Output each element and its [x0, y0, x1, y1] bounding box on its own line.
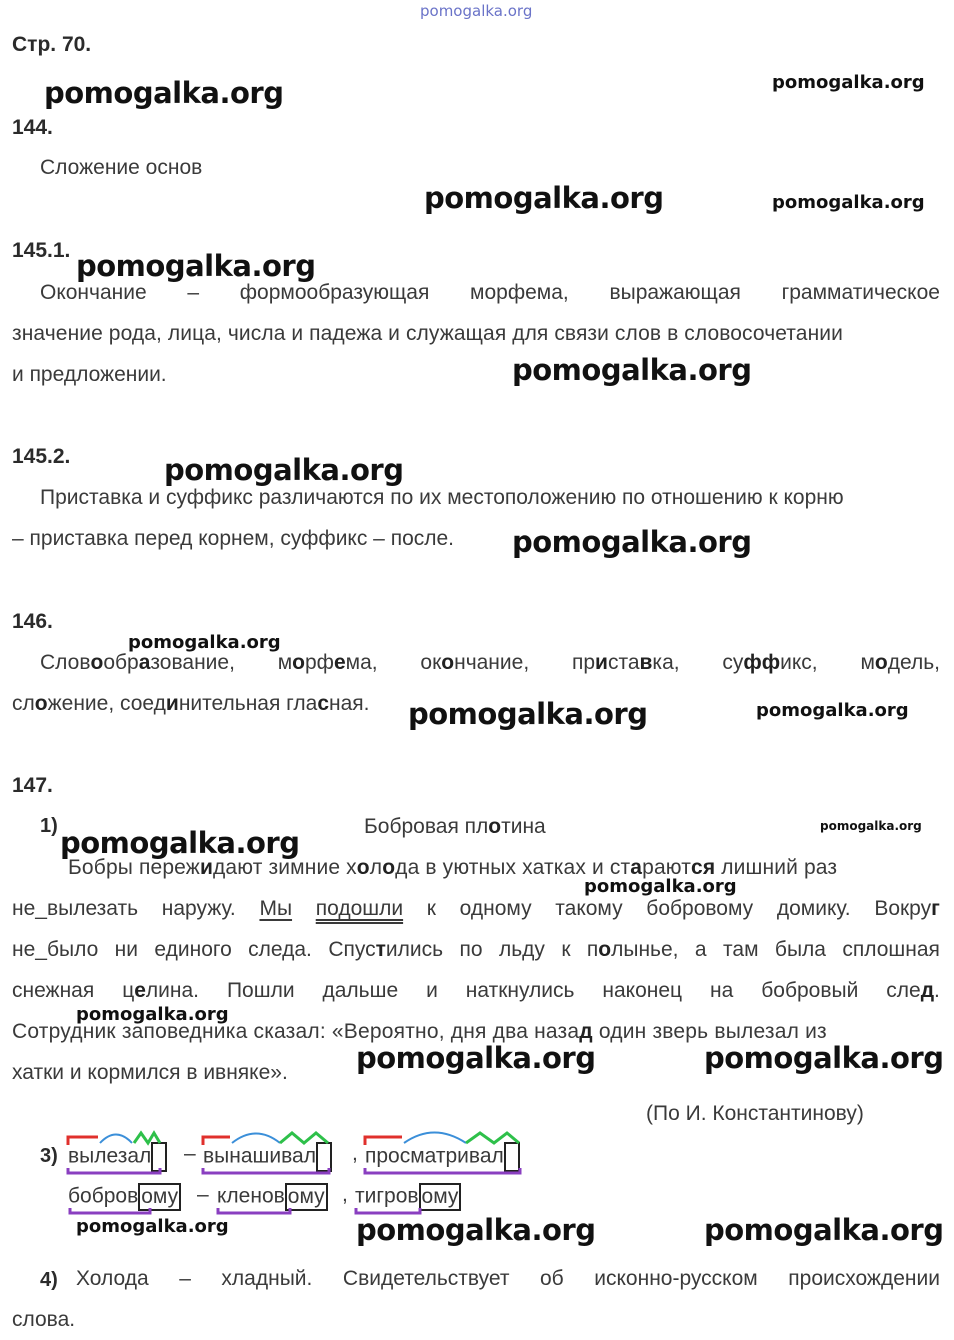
answer-line: сложение, соединительная гласная. — [12, 692, 370, 715]
watermark: pomogalka.org — [408, 697, 648, 731]
text-line: Сотрудник заповедника сказал: «Вероятно, дня два назад один зверь вылезал из — [12, 1020, 827, 1043]
ending-box: ому — [138, 1183, 181, 1211]
comma: , — [342, 1183, 348, 1206]
watermark: pomogalka.org — [60, 826, 300, 860]
page-header: Стр. 70. — [12, 33, 92, 56]
answer-line: слова. — [12, 1308, 76, 1331]
watermark: pomogalka.org — [512, 525, 752, 559]
watermark: pomogalka.org — [772, 72, 925, 93]
text-title: Бобровая плотина — [364, 815, 546, 838]
answer-line: Словообразование, морфема, окончание, приставка, суффикс, модель, — [40, 651, 940, 674]
suffix-mark — [134, 1133, 160, 1143]
task-number: 145.1. — [12, 239, 71, 262]
root-arc — [404, 1133, 466, 1144]
watermark: pomogalka.org — [704, 1213, 944, 1247]
suffix-mark — [466, 1133, 519, 1143]
part-label: 3) — [40, 1145, 58, 1167]
prefix-mark — [203, 1137, 230, 1145]
stem-bracket — [203, 1168, 329, 1173]
word-parse: вылезал — [68, 1142, 167, 1172]
text-line: не_было ни единого следа. Спустились по льду к полынье, а там была сплошная — [12, 938, 940, 961]
comma: , — [352, 1142, 358, 1165]
watermark: pomogalka.org — [76, 1216, 229, 1237]
part-label: 1) — [40, 815, 58, 837]
ending-box: ому — [419, 1183, 462, 1211]
watermark: pomogalka.org — [128, 632, 281, 653]
watermark: pomogalka.org — [512, 353, 752, 387]
word-parse: вынашивал — [203, 1142, 332, 1172]
stem-bracket — [68, 1168, 160, 1173]
dash: – — [184, 1142, 196, 1165]
watermark: pomogalka.org — [356, 1213, 596, 1247]
watermark: pomogalka.org — [356, 1041, 596, 1075]
answer-text: Сложение основ — [40, 156, 203, 179]
text-line: не_вылезать наружу. Мы подошли к одному такому бобровому домику. Вокруг — [12, 888, 940, 929]
word-parse: кленов ому — [217, 1183, 328, 1211]
answer-line: и предложении. — [12, 363, 167, 386]
answer-line: Окончание – формообразующая морфема, выражающая грамматическое — [40, 281, 940, 304]
task-number: 145.2. — [12, 445, 71, 468]
watermark: pomogalka.org — [76, 249, 316, 283]
root-arc — [100, 1135, 132, 1144]
watermark: pomogalka.org — [76, 1004, 229, 1025]
answer-line: – приставка перед корнем, суффикс – после. — [12, 527, 455, 550]
answer-line: значение рода, лица, числа и падежа и служащая для связи слов в словосочетании — [12, 322, 843, 345]
task-number: 144. — [12, 116, 53, 139]
watermark: pomogalka.org — [772, 192, 925, 213]
task-number: 147. — [12, 774, 53, 797]
prefix-mark — [68, 1137, 98, 1145]
text-line: Бобры пережидают зимние холода в уютных хатках и стараются лишний раз — [68, 856, 838, 879]
watermark: pomogalka.org — [164, 453, 404, 487]
text-line: снежная целина. Пошли дальше и наткнулись наконец на бобровый след. — [12, 979, 940, 1002]
stem-bracket — [218, 1208, 290, 1213]
text-source: (По И. Константинову) — [646, 1102, 864, 1125]
word-parse: просматривал — [365, 1142, 520, 1172]
answer-line: Приставка и суффикс различаются по их местоположению по отношению к корню — [40, 486, 844, 509]
ending-box: ому — [285, 1183, 328, 1211]
word-parse: бобров ому — [68, 1183, 181, 1211]
watermark: pomogalka.org — [584, 876, 737, 897]
suffix-mark — [280, 1133, 328, 1143]
stem-bracket — [356, 1208, 420, 1213]
watermark-top: pomogalka.org — [420, 2, 533, 20]
root-arc — [232, 1134, 280, 1144]
answer-line: Холода – хладный. Свидетельствует об исконно-русском происхождении — [76, 1267, 940, 1290]
word-parse: тигров ому — [355, 1183, 461, 1211]
task-number: 146. — [12, 610, 53, 633]
predicate-underline: подошли — [315, 897, 404, 920]
watermark: pomogalka.org — [44, 76, 284, 110]
watermark: pomogalka.org — [424, 181, 664, 215]
subject-underline: Мы — [259, 897, 293, 920]
watermark: pomogalka.org — [820, 819, 922, 833]
prefix-mark — [365, 1137, 402, 1145]
stem-bracket — [365, 1168, 520, 1173]
watermark: pomogalka.org — [704, 1041, 944, 1075]
dash: – — [197, 1183, 209, 1206]
part-label: 4) — [40, 1269, 58, 1291]
text-line: хатки и кормился в ивняке». — [12, 1061, 288, 1084]
stem-bracket — [70, 1208, 150, 1213]
watermark: pomogalka.org — [756, 700, 909, 721]
